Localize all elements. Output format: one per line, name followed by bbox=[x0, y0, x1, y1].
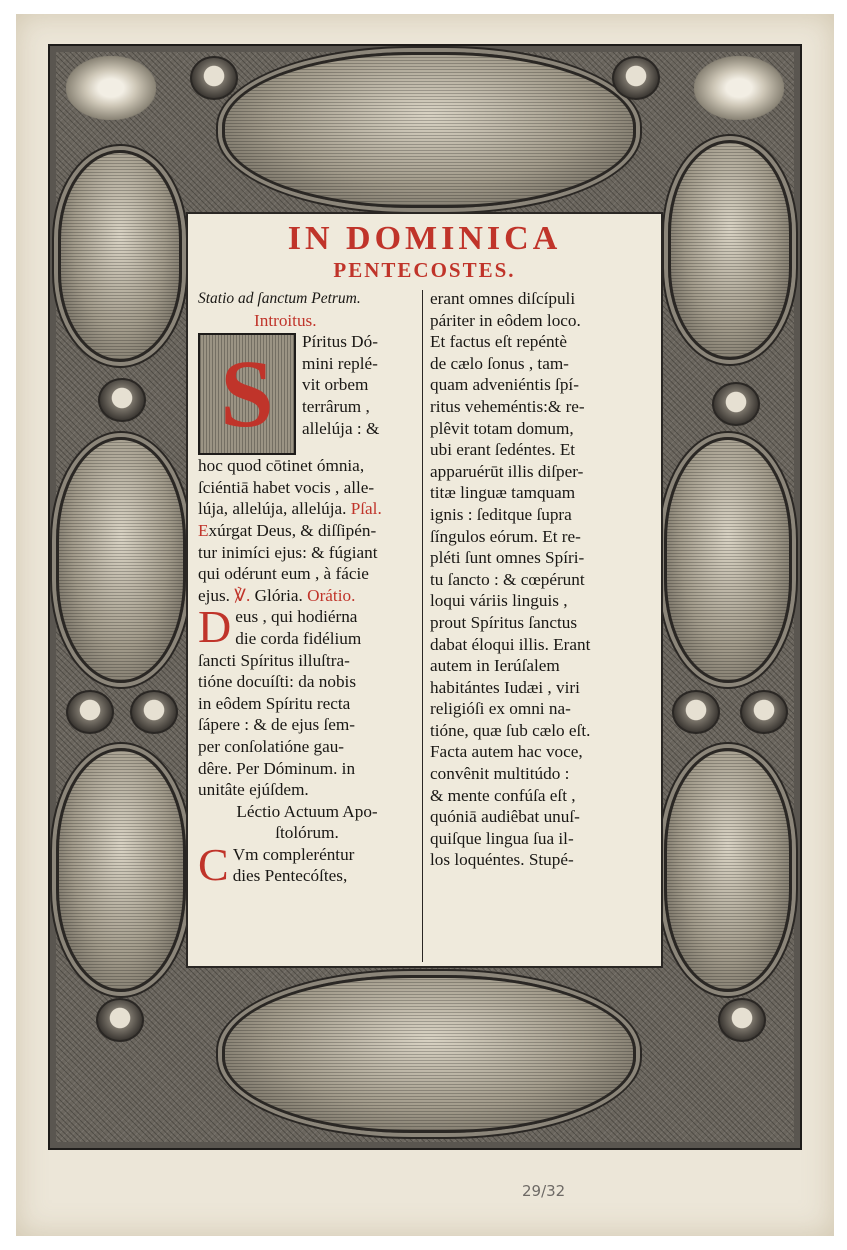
text-line: Facta autem hac voce, bbox=[430, 742, 583, 762]
text-line: ritus veheméntis:& re- bbox=[430, 396, 585, 416]
cherub-head-icon bbox=[612, 56, 660, 100]
left-vignette-healing-scene bbox=[56, 437, 186, 683]
text-line: in eôdem Spíritu recta bbox=[198, 693, 351, 713]
text-line: unitâte ejúſdem. bbox=[198, 780, 309, 800]
text-line: eus , qui hodiérna bbox=[235, 607, 358, 627]
text-line: hoc quod cōtinet ómnia, bbox=[198, 456, 365, 476]
cherub-head-icon bbox=[130, 690, 178, 734]
text-line: ignis : ſeditque ſupra bbox=[430, 504, 572, 524]
text-line: dêre. Per Dóminum. in bbox=[198, 758, 356, 778]
right-text-column bbox=[430, 288, 652, 871]
text-line: die corda fidélium bbox=[235, 628, 362, 648]
lectio-drop-initial: C bbox=[198, 838, 229, 890]
text-line: tióne docuíſti: da nobis bbox=[198, 672, 357, 692]
left-text-column bbox=[198, 288, 416, 890]
oratio-label: Orátio. bbox=[307, 585, 356, 605]
illuminated-initial bbox=[198, 333, 296, 455]
psal-label: Pſal. bbox=[350, 499, 382, 519]
text-line: dies Pentecóſtes, bbox=[232, 866, 348, 886]
page-subtitle: PENTECOSTES. bbox=[333, 258, 516, 282]
text-line: convênit multitúdo : bbox=[430, 764, 570, 784]
text-line: quóniā audiêbat unuſ- bbox=[430, 807, 580, 827]
text-span: lúja, allelúja, allelúja. bbox=[198, 499, 347, 519]
cherub-head-icon bbox=[96, 998, 144, 1042]
text-line: mini replé- bbox=[302, 353, 378, 373]
text-line: terrârum , bbox=[302, 396, 370, 416]
text-span: ejus. bbox=[198, 585, 230, 605]
statio-line: Statio ad ſanctum Petrum. bbox=[198, 290, 361, 307]
text-line: qui odérunt eum , à fácie bbox=[198, 564, 369, 584]
text-line: apparuérūt illis diſper- bbox=[430, 461, 584, 481]
left-vignette-apostles-scene bbox=[58, 150, 182, 362]
text-line: ſíngulos eórum. Et re- bbox=[430, 526, 581, 546]
text-line: autem in Ierúſalem bbox=[430, 656, 560, 676]
text-line: allelúja : & bbox=[302, 418, 380, 438]
holy-spirit-dove-left-icon bbox=[66, 56, 156, 120]
versicle-symbol: ℣. bbox=[234, 585, 251, 605]
right-vignette-prison-angel-scene bbox=[664, 748, 792, 992]
right-vignette-baptism-scene bbox=[664, 437, 792, 683]
text-line bbox=[198, 585, 416, 607]
psalm-initial: E bbox=[198, 520, 209, 540]
text-line: quiſque lingua ſua il- bbox=[430, 828, 574, 848]
text-line: loqui váriis linguis , bbox=[430, 591, 568, 611]
cherub-head-icon bbox=[66, 690, 114, 734]
text-line: pléti ſunt omnes Spíri- bbox=[430, 548, 585, 568]
right-vignette-sickbed-scene bbox=[668, 140, 792, 360]
liturgical-text-panel bbox=[186, 212, 663, 968]
cherub-head-icon bbox=[190, 56, 238, 100]
text-line: ſciéntiā habet vocis , alle- bbox=[198, 477, 375, 497]
text-line: per conſolatióne gau- bbox=[198, 736, 345, 756]
text-span: xúrgat Deus, & diſſipén- bbox=[208, 520, 377, 540]
cherub-head-icon bbox=[672, 690, 720, 734]
gloria-text: Glória. bbox=[254, 585, 303, 605]
pencil-folio-number: 29/32 bbox=[522, 1182, 566, 1200]
text-line: tu ſancto : & cœpérunt bbox=[430, 569, 585, 589]
column-divider bbox=[422, 290, 423, 962]
text-line: de cælo ſonus , tam- bbox=[430, 353, 569, 373]
text-line: titæ linguæ tamquam bbox=[430, 483, 576, 503]
text-line: erant omnes diſcípuli bbox=[430, 289, 576, 308]
text-line: dabat éloqui illis. Erant bbox=[430, 634, 591, 654]
cherub-head-icon bbox=[718, 998, 766, 1042]
text-line bbox=[198, 520, 416, 542]
text-line: tur inimíci ejus: & fúgiant bbox=[198, 542, 378, 562]
text-line: ubi erant ſedéntes. Et bbox=[430, 440, 576, 460]
oratio-drop-initial: D bbox=[198, 601, 232, 653]
bottom-vignette-conversion-scene bbox=[222, 975, 636, 1133]
introitus-heading: Introitus. bbox=[254, 310, 317, 330]
text-line: páriter in eôdem loco. bbox=[430, 310, 581, 330]
cherub-head-icon bbox=[712, 382, 760, 426]
text-line: tióne, quæ ſub cælo eſt. bbox=[430, 720, 591, 740]
lectio-heading-line: Léctio Actuum Apo- bbox=[236, 801, 378, 821]
page-title: IN DOMINICA bbox=[287, 220, 562, 257]
left-vignette-vision-scene bbox=[56, 748, 186, 992]
text-line: habitántes Iudæi , viri bbox=[430, 677, 580, 697]
text-line: Et factus eſt repéntè bbox=[430, 332, 567, 352]
text-line: Vm compleréntur bbox=[232, 844, 355, 864]
text-line: Píritus Dó- bbox=[302, 332, 378, 352]
text-line: ſápere : & de ejus ſem- bbox=[198, 715, 356, 735]
lectio-heading-line: ſtolórum. bbox=[275, 823, 339, 843]
holy-spirit-dove-right-icon bbox=[694, 56, 784, 120]
text-line: vit orbem bbox=[302, 375, 369, 395]
top-vignette-preaching-scene bbox=[222, 52, 636, 208]
cherub-head-icon bbox=[740, 690, 788, 734]
text-line bbox=[198, 498, 416, 520]
text-line: ſancti Spíritus illuſtra- bbox=[198, 650, 350, 670]
text-line: prout Spíritus ſanctus bbox=[430, 612, 578, 632]
text-line: plêvit totam domum, bbox=[430, 418, 574, 438]
text-line: & mente confúſa eſt , bbox=[430, 785, 576, 805]
illuminated-initial-letter: S bbox=[220, 340, 274, 448]
text-line: los loquéntes. Stupé- bbox=[430, 850, 574, 870]
cherub-head-icon bbox=[98, 378, 146, 422]
text-line: quam adveniéntis ſpí- bbox=[430, 375, 579, 395]
text-line: religióſi ex omni na- bbox=[430, 699, 571, 719]
